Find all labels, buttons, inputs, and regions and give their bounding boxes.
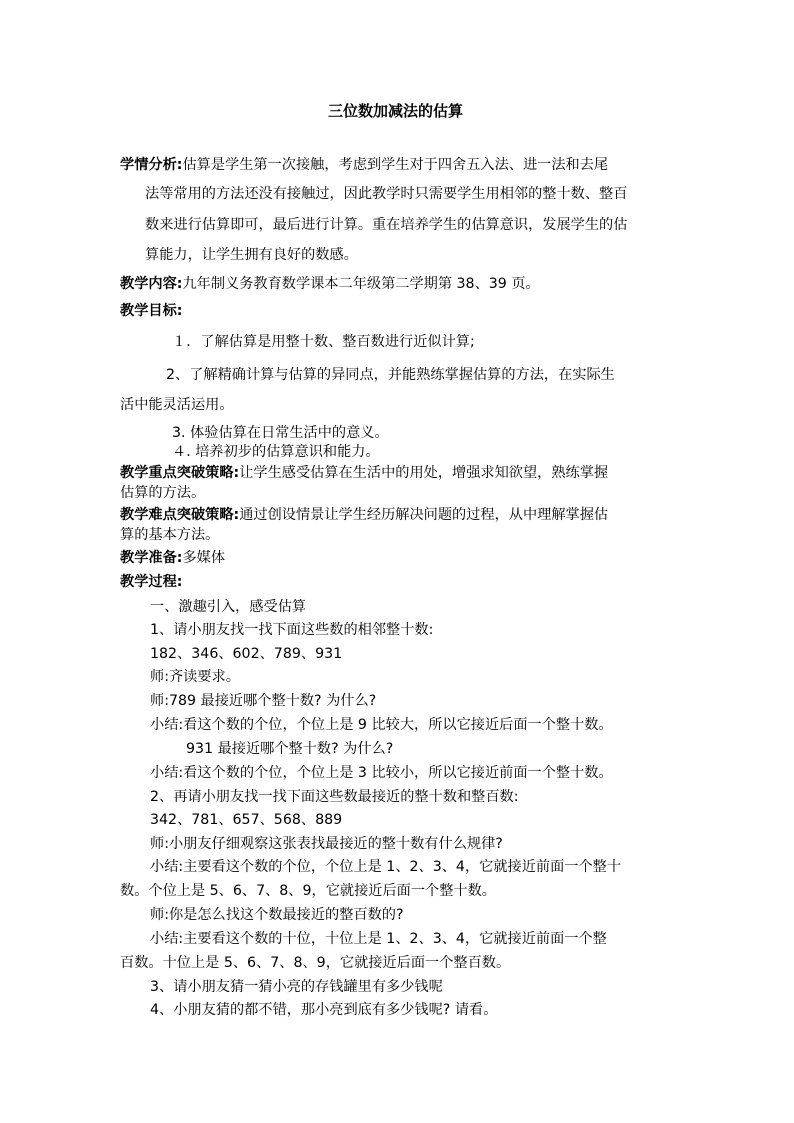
goal-item-1: １．了解估算是用整十数、整百数进行近似计算;: [172, 334, 475, 350]
process-line-15: 小结:主要看这个数的十位，十位上是 1、2、3、4，它就接近前面一个整: [150, 931, 607, 947]
process-line-10: 342、781、657、568、889: [150, 812, 343, 828]
goal-item-4: ４. 培养初步的估算意识和能力。: [172, 444, 380, 460]
process-line-14: 师:你是怎么找这个数最接近的整百数的?: [150, 907, 404, 923]
process-line-5: 师:789 最接近哪个整十数? 为什么?: [150, 693, 377, 709]
key-label: 教学重点突破策略:: [120, 465, 240, 481]
analysis-line-4: 算能力，让学生拥有良好的数感。: [145, 247, 358, 263]
analysis-label: 学情分析:: [120, 157, 183, 173]
process-line-12: 小结:主要看这个数的个位，个位上是 1、2、3、4，它就接近前面一个整十: [150, 859, 622, 875]
process-line-16: 百数。十位上是 5、6、7、8、9，它就接近后面一个整百数。: [120, 955, 511, 971]
process-line-11: 师:小朋友仔细观察这张表找最接近的整十数有什么规律?: [150, 836, 503, 852]
goal-item-2-cont: 活中能灵活运用。: [120, 397, 234, 413]
process-line-7: 931 最接近哪个整十数? 为什么?: [186, 741, 394, 757]
process-label: 教学过程:: [120, 574, 183, 590]
process-line-2: 1、请小朋友找一找下面这些数的相邻整十数:: [150, 622, 434, 638]
process-line-13: 数。个位上是 5、6、7、8、9，它就接近后面一个整十数。: [120, 883, 496, 899]
key-line-2: 估算的方法。: [120, 485, 206, 501]
process-line-4: 师:齐读要求。: [150, 669, 240, 685]
process-line-3: 182、346、602、789、931: [150, 646, 343, 662]
process-line-6: 小结:看这个数的个位，个位上是 9 比较大，所以它接近后面一个整十数。: [150, 717, 613, 733]
page-title: 三位数加减法的估算: [328, 102, 464, 120]
difficulty-line-2: 算的基本方法。: [120, 527, 220, 543]
analysis-line-3: 数来进行估算即可，最后进行计算。重在培养学生的估算意识，发展学生的估: [145, 217, 628, 233]
analysis-line-2: 法等常用的方法还没有接触过，因此教学时只需要学生用相邻的整十数、整百: [145, 186, 628, 202]
process-line-9: 2、再请小朋友找一找下面这些数最接近的整十数和整百数:: [150, 789, 519, 805]
process-line-8: 小结:看这个数的个位，个位上是 3 比较小，所以它接近前面一个整十数。: [150, 765, 613, 781]
content-label: 教学内容:: [120, 276, 183, 292]
process-line-1: 一、激趣引入，感受估算: [150, 599, 307, 615]
process-line-18: 4、小朋友猜的都不错，那小亮到底有多少钱呢? 请看。: [150, 1002, 498, 1018]
goal-item-2: 2、了解精确计算与估算的异同点，并能熟练掌握估算的方法，在实际生: [166, 367, 615, 383]
content-line: 教学内容:九年制义务教育数学课本二年级第二学期第 38、39 页。: [120, 276, 540, 292]
prep-line: 教学准备:多媒体: [120, 550, 226, 566]
goals-label: 教学目标:: [120, 303, 183, 319]
process-line-17: 3、请小朋友猜一猜小亮的存钱罐里有多少钱呢: [150, 979, 443, 995]
analysis-line-1: 学情分析:估算是学生第一次接触，考虑到学生对于四舍五入法、进一法和去尾: [120, 157, 609, 173]
prep-label: 教学准备:: [120, 550, 183, 566]
difficulty-line-1: 教学难点突破策略:通过创设情景让学生经历解决问题的过程，从中理解掌握估: [120, 507, 609, 523]
goal-item-3: 3. 体验估算在日常生活中的意义。: [172, 425, 389, 441]
difficulty-label: 教学难点突破策略:: [120, 507, 240, 523]
key-line-1: 教学重点突破策略:让学生感受估算在生活中的用处，增强求知欲望，熟练掌握: [120, 465, 609, 481]
